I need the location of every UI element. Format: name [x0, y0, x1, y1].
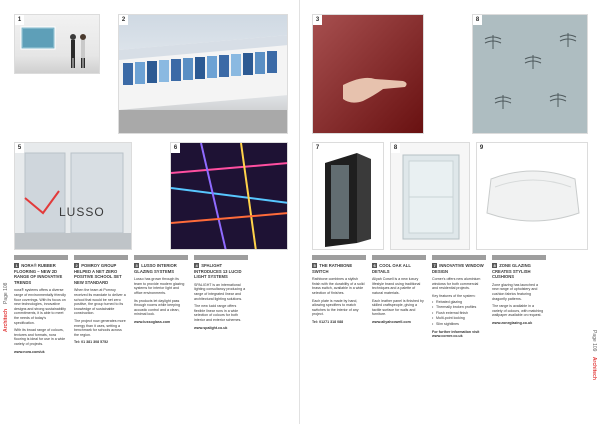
- image-side-blank: [14, 80, 100, 134]
- image-1: [14, 14, 100, 74]
- image-number: 6: [171, 143, 180, 153]
- article-paragraph: SPALIGHT is an international lighting consultancy producing a range of integrated linear and architectural lighting solutions.: [194, 282, 246, 301]
- section-bar: [74, 255, 128, 260]
- article-number: 8: [493, 263, 496, 268]
- leather-hand-illustration: [313, 15, 424, 134]
- article-bullet: • Slim sightlines: [432, 322, 485, 327]
- article-bullet: • Flush external finish: [432, 311, 485, 316]
- article-paragraph: The project now generates more energy than it uses, setting a benchmark for schools across the region.: [74, 318, 126, 337]
- article-8: [492, 263, 545, 326]
- image-2: [118, 14, 288, 134]
- article-contact[interactable]: www.zoneglazing.co.uk: [492, 320, 533, 325]
- image-number: 3: [313, 15, 322, 25]
- right-page: [300, 0, 600, 424]
- article-paragraph: nora® systems offers a diverse range of environmentally friendly floor coverings. With its focus on new technologies, innovative designs and strong sustainability commitments, it is able to meet the needs of today's specification.: [14, 288, 66, 325]
- folio-brand: Architech: [591, 356, 597, 380]
- article-number: 4: [195, 263, 198, 268]
- image-6: [170, 142, 288, 250]
- image-number: 9: [477, 143, 486, 153]
- section-bar: [492, 255, 546, 260]
- article-6: [372, 263, 425, 325]
- article-number: 3: [135, 263, 138, 268]
- article-number: 1: [15, 263, 18, 268]
- article-paragraph: Each plate is made by hand, allowing specifiers to match switches to the interior of any project.: [312, 298, 359, 317]
- pillow-illustration: [477, 143, 588, 250]
- article-bullet: • Rebated glazing: [432, 300, 485, 305]
- article-contact[interactable]: www.spalight.co.uk: [194, 325, 228, 330]
- article-bullet: • Multi-point locking: [432, 316, 485, 321]
- article-5: [312, 263, 365, 325]
- article-paragraph: Each leather panel is finished by skilled craftspeople, giving a tactile surface for walls and furniture.: [372, 298, 424, 317]
- article-1: [14, 263, 67, 354]
- left-folio: [3, 262, 9, 332]
- section-bar: [194, 255, 248, 260]
- article-paragraph: The range is available in a variety of colours, with matching wallpaper available on request.: [492, 304, 544, 318]
- article-paragraph: When the team at Pomroy received its mandate to deliver a school that would be net zero positive, the group turned to its knowledge of sustainable construction.: [74, 288, 126, 316]
- article-number: 6: [373, 263, 376, 268]
- folio-page: Page 108: [3, 282, 9, 304]
- image-number: 2: [119, 15, 128, 25]
- article-number: 7: [433, 263, 436, 268]
- image-number: 8: [391, 143, 400, 153]
- image-7: [312, 142, 384, 250]
- window-frame-illustration: [313, 143, 384, 250]
- image-8: [472, 14, 588, 134]
- image-5: [14, 142, 132, 250]
- article-title: LUSSO INTERIOR GLAZING SYSTEMS: [134, 263, 177, 274]
- image-3: [312, 14, 424, 134]
- article-paragraph: Rathbone combines a stylish finish with the durability of a solid brass switch, available in a wide selection of finishes.: [312, 277, 365, 295]
- article-contact: Tel: 01 381 308 5752: [74, 340, 109, 345]
- article-contact[interactable]: www.aliyahcowell.com: [372, 319, 411, 324]
- lusso-room-illustration: [15, 143, 132, 250]
- article-paragraph: Lusso has grown through its team to provide modern glazing systems for interior light and office environments.: [134, 277, 185, 295]
- section-bar: [134, 255, 188, 260]
- article-3: [134, 263, 187, 325]
- section-bar: [312, 255, 366, 260]
- article-number: 5: [313, 263, 316, 268]
- image-number: 7: [313, 143, 322, 153]
- article-bullet: • Thermally broken profiles: [432, 305, 485, 310]
- gallery-illustration: [15, 15, 100, 74]
- light-lines-illustration: [171, 143, 288, 250]
- image-4: [138, 142, 166, 250]
- article-2: [74, 263, 127, 345]
- article-paragraph: Key features of the system:: [432, 293, 476, 298]
- article-title: INNOVATIVE WINDOW DESIGN: [432, 263, 484, 274]
- article-contact[interactable]: www.lussoglass.com: [134, 319, 171, 324]
- section-bar: [432, 255, 486, 260]
- article-title: ZONE GLAZING CREATES STYLISH CUSHIONS: [492, 263, 531, 280]
- article-title: COOL OAK ALL DETAILS: [372, 263, 411, 274]
- dragonfly-fabric-illustration: [473, 15, 588, 134]
- article-contact: Tel: 01271 318 088: [312, 319, 344, 324]
- image-number: 5: [15, 143, 24, 153]
- folio-brand: Architech: [3, 308, 9, 332]
- right-folio: [591, 330, 597, 400]
- section-bar: [372, 255, 426, 260]
- building-illustration: [119, 15, 288, 134]
- section-bar: [14, 255, 68, 260]
- article-title: SPALIGHT INTRODUCES 13 LUCID LIGHT SYSTEMS: [194, 263, 242, 280]
- folio-page: Page 109: [591, 330, 597, 352]
- article-title: THE RATHBONE SWITCH: [312, 263, 353, 274]
- glass-panes-illustration: [391, 143, 470, 250]
- article-7: [432, 263, 485, 339]
- image-number: 8: [473, 15, 482, 25]
- article-contact[interactable]: www.nora.com/uk: [14, 349, 45, 354]
- image-9: [476, 142, 588, 250]
- article-number: 2: [75, 263, 78, 268]
- lusso-logo: LUSSO: [59, 205, 105, 219]
- article-paragraph: Corner's offers new aluminium windows for both commercial and residential projects.: [432, 277, 481, 291]
- article-title: POMROY GROUP HELPED A NET ZERO POSITIVE SCHOOL SET NEW STANDARD: [74, 263, 122, 285]
- image-glass: [390, 142, 470, 250]
- article-paragraph: Its products let daylight pass through rooms while keeping acoustic control and a clean, minimal look.: [134, 298, 180, 317]
- article-4: [194, 263, 247, 330]
- image-number: 1: [15, 15, 24, 25]
- article-paragraph: The new lucid range offers flexible linear runs in a wide selection of colours for both interior and exterior schemes.: [194, 304, 242, 322]
- article-title: NORA® RUBBER FLOORING – NEW 2D RANGE OF INNOVATIVE TRENDS: [14, 263, 63, 285]
- article-paragraph: Aliyah Cowell is a new luxury lifestyle brand using traditional techniques and a palette of natural materials.: [372, 277, 421, 295]
- article-paragraph: Zone glazing has launched a new range of upholstery and cushion fabrics featuring dragonfly patterns.: [492, 282, 538, 301]
- article-contact: For further information visit www.corner.co.uk: [432, 329, 480, 339]
- article-paragraph: With its broad range of colours, textures and formats, nora flooring is ideal for use in a wide variety of projects.: [14, 328, 66, 346]
